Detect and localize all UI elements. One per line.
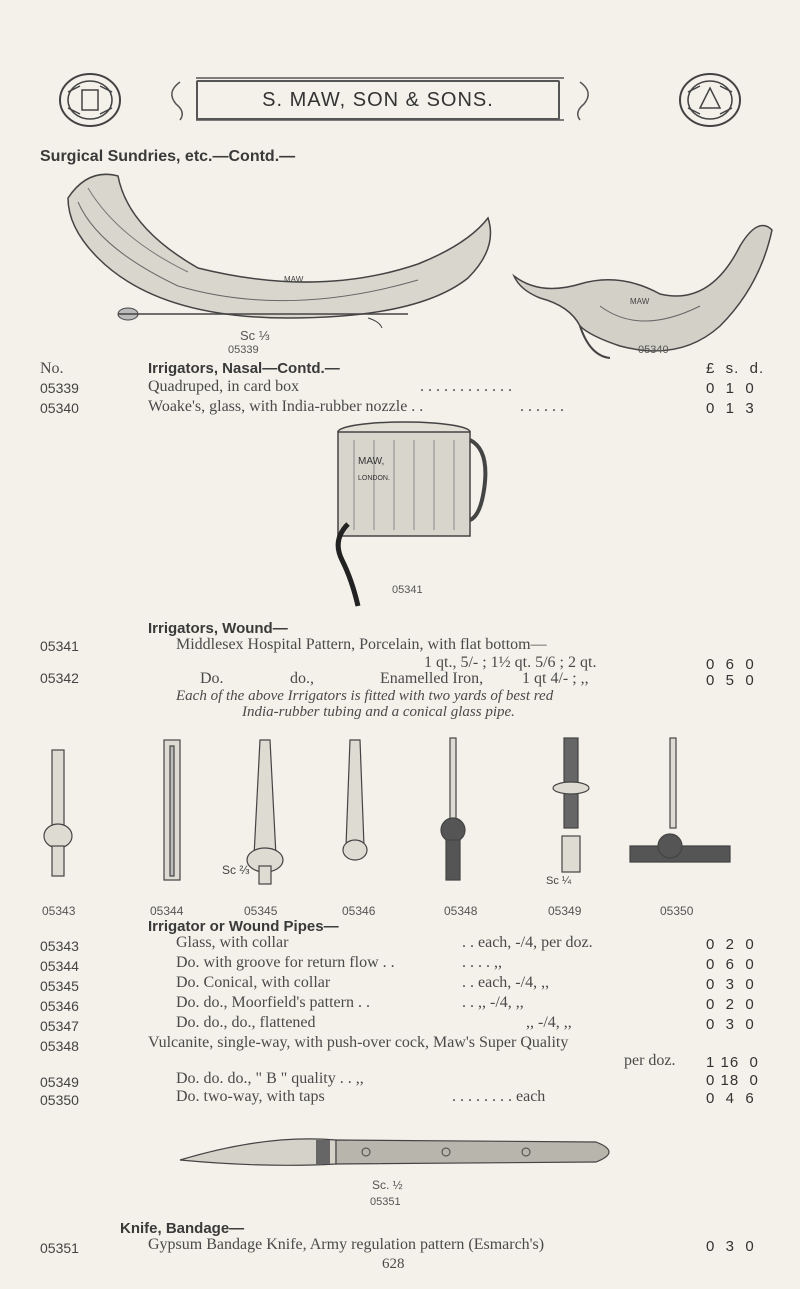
vulcanite-line2: per doz. bbox=[624, 1052, 676, 1069]
left-seal-icon bbox=[58, 72, 122, 128]
item-number: 05347 bbox=[40, 1018, 79, 1034]
item-price: 0 18 0 bbox=[706, 1072, 759, 1089]
item-price: 0 3 0 bbox=[706, 976, 755, 993]
item-number: 05344 bbox=[40, 958, 79, 974]
item-price: 0 5 0 bbox=[706, 672, 755, 689]
svg-text:LONDON.: LONDON. bbox=[358, 475, 390, 482]
vulcanite-line1: Vulcanite, single-way, with push-over cock, Maw's Super Quality bbox=[148, 1034, 569, 1051]
wound-pipes-figure bbox=[30, 736, 780, 896]
pipe-fig-label: 05343 bbox=[42, 904, 76, 918]
pipe-fig-label: 05345 bbox=[244, 904, 278, 918]
knife-fig-number: 05351 bbox=[370, 1196, 401, 1208]
right-seal-icon bbox=[678, 72, 742, 128]
section-title: Surgical Sundries, etc.—Contd.— bbox=[40, 148, 296, 165]
item-price: 0 1 0 bbox=[706, 380, 755, 397]
item-quantity: . . each, -/4, per doz. bbox=[462, 934, 593, 951]
item-description: Do. with groove for return flow . . bbox=[176, 954, 395, 971]
item-number: 05345 bbox=[40, 978, 79, 994]
pipe-fig-label: 05349 bbox=[548, 904, 582, 918]
item-number: 05351 bbox=[40, 1240, 79, 1256]
item-description: Do. Conical, with collar bbox=[176, 974, 331, 991]
item-description: Gypsum Bandage Knife, Army regulation pattern (Esmarch's) bbox=[148, 1236, 545, 1253]
item-quantity: . . each, -/4, ,, bbox=[462, 974, 550, 991]
item-description: Glass, with collar bbox=[176, 934, 289, 951]
pipe-fig-label: 05350 bbox=[660, 904, 694, 918]
item-price: 0 6 0 bbox=[706, 956, 755, 973]
item-price: 0 3 0 bbox=[706, 1016, 755, 1033]
item-description: Quadruped, in card box bbox=[148, 378, 300, 395]
leader-dots: . . . . . . bbox=[520, 398, 564, 415]
wound-title: Irrigators, Wound— bbox=[148, 620, 288, 637]
wound-line3-material: Enamelled Iron, bbox=[380, 670, 484, 687]
wound-note-line1: Each of the above Irrigators is fitted with two yards of best red bbox=[176, 688, 554, 704]
knife-title: Knife, Bandage— bbox=[120, 1220, 245, 1237]
leader-dots: . . . . . . . . . . . . bbox=[420, 378, 512, 395]
item-description: Do. do., Moorfield's pattern . . bbox=[176, 994, 370, 1011]
item-number: 05343 bbox=[40, 938, 79, 954]
item-number: 05342 bbox=[40, 670, 79, 686]
item-number: 05340 bbox=[40, 400, 79, 416]
woakes-irrigator-figure bbox=[510, 186, 780, 362]
pipes-title: Irrigator or Wound Pipes— bbox=[148, 918, 339, 935]
item-number: 05341 bbox=[40, 638, 79, 654]
svg-text:Sc ⅔: Sc ⅔ bbox=[222, 863, 250, 877]
item-price: 0 3 0 bbox=[706, 1238, 755, 1255]
item-description: Do. do. do., " B " quality . . ,, bbox=[176, 1070, 364, 1087]
fig3-number: 05341 bbox=[392, 584, 423, 596]
item-price: 0 2 0 bbox=[706, 996, 755, 1013]
item-description: Woake's, glass, with India-rubber nozzle . . bbox=[148, 398, 424, 415]
svg-text:Sc ¼: Sc ¼ bbox=[546, 875, 572, 887]
wound-line3-do: Do. bbox=[200, 670, 224, 687]
item-number: 05348 bbox=[40, 1038, 79, 1054]
quadruped-irrigator-figure bbox=[58, 168, 498, 328]
svg-text:MAW,: MAW, bbox=[358, 456, 385, 467]
bandage-knife-figure bbox=[176, 1130, 626, 1172]
item-price: 0 6 0 bbox=[706, 656, 755, 673]
item-quantity: ,, -/4, ,, bbox=[526, 1014, 572, 1031]
item-quantity: . . . . . . . . each bbox=[452, 1088, 546, 1105]
item-price: 0 2 0 bbox=[706, 936, 755, 953]
item-price: 0 1 3 bbox=[706, 400, 755, 417]
item-quantity: . . ,, -/4, ,, bbox=[462, 994, 524, 1011]
item-number: 05339 bbox=[40, 380, 79, 396]
pipe-fig-label: 05344 bbox=[150, 904, 184, 918]
wound-line2: 1 qt., 5/- ; 1½ qt. 5/6 ; 2 qt. bbox=[424, 654, 597, 671]
svg-text:MAW: MAW bbox=[284, 275, 304, 284]
item-number: 05350 bbox=[40, 1092, 79, 1108]
svg-text:MAW: MAW bbox=[630, 297, 650, 306]
wound-line3-size: 1 qt 4/- ; ,, bbox=[522, 670, 589, 687]
item-number: 05349 bbox=[40, 1074, 79, 1090]
fig1-scale: Sc ⅓ bbox=[240, 328, 270, 343]
company-banner: S. MAW, SON & SONS. bbox=[196, 80, 560, 120]
item-price: 0 4 6 bbox=[706, 1090, 755, 1107]
pipe-fig-label: 05348 bbox=[444, 904, 478, 918]
item-description: Do. do., do., flattened bbox=[176, 1014, 316, 1031]
nasal-title: Irrigators, Nasal—Contd.— bbox=[148, 360, 340, 377]
item-number: 05346 bbox=[40, 998, 79, 1014]
fig2-number: 05340 bbox=[638, 344, 669, 356]
money-header: £ s. d. bbox=[706, 360, 765, 377]
item-quantity: . . . . ,, bbox=[462, 954, 502, 971]
wound-line1: Middlesex Hospital Pattern, Porcelain, with flat bottom— bbox=[176, 636, 547, 653]
item-description: Do. two-way, with taps bbox=[176, 1088, 325, 1105]
column-header-no: No. bbox=[40, 360, 64, 377]
page-number: 628 bbox=[382, 1256, 405, 1272]
pipe-fig-label: 05346 bbox=[342, 904, 376, 918]
wound-note-line2: India-rubber tubing and a conical glass pipe. bbox=[242, 704, 515, 720]
item-price: 1 16 0 bbox=[706, 1054, 759, 1071]
wound-irrigator-figure bbox=[334, 420, 494, 610]
wound-line3-do2: do., bbox=[290, 670, 314, 687]
fig1-number: 05339 bbox=[228, 344, 259, 356]
knife-scale: Sc. ½ bbox=[372, 1178, 403, 1192]
